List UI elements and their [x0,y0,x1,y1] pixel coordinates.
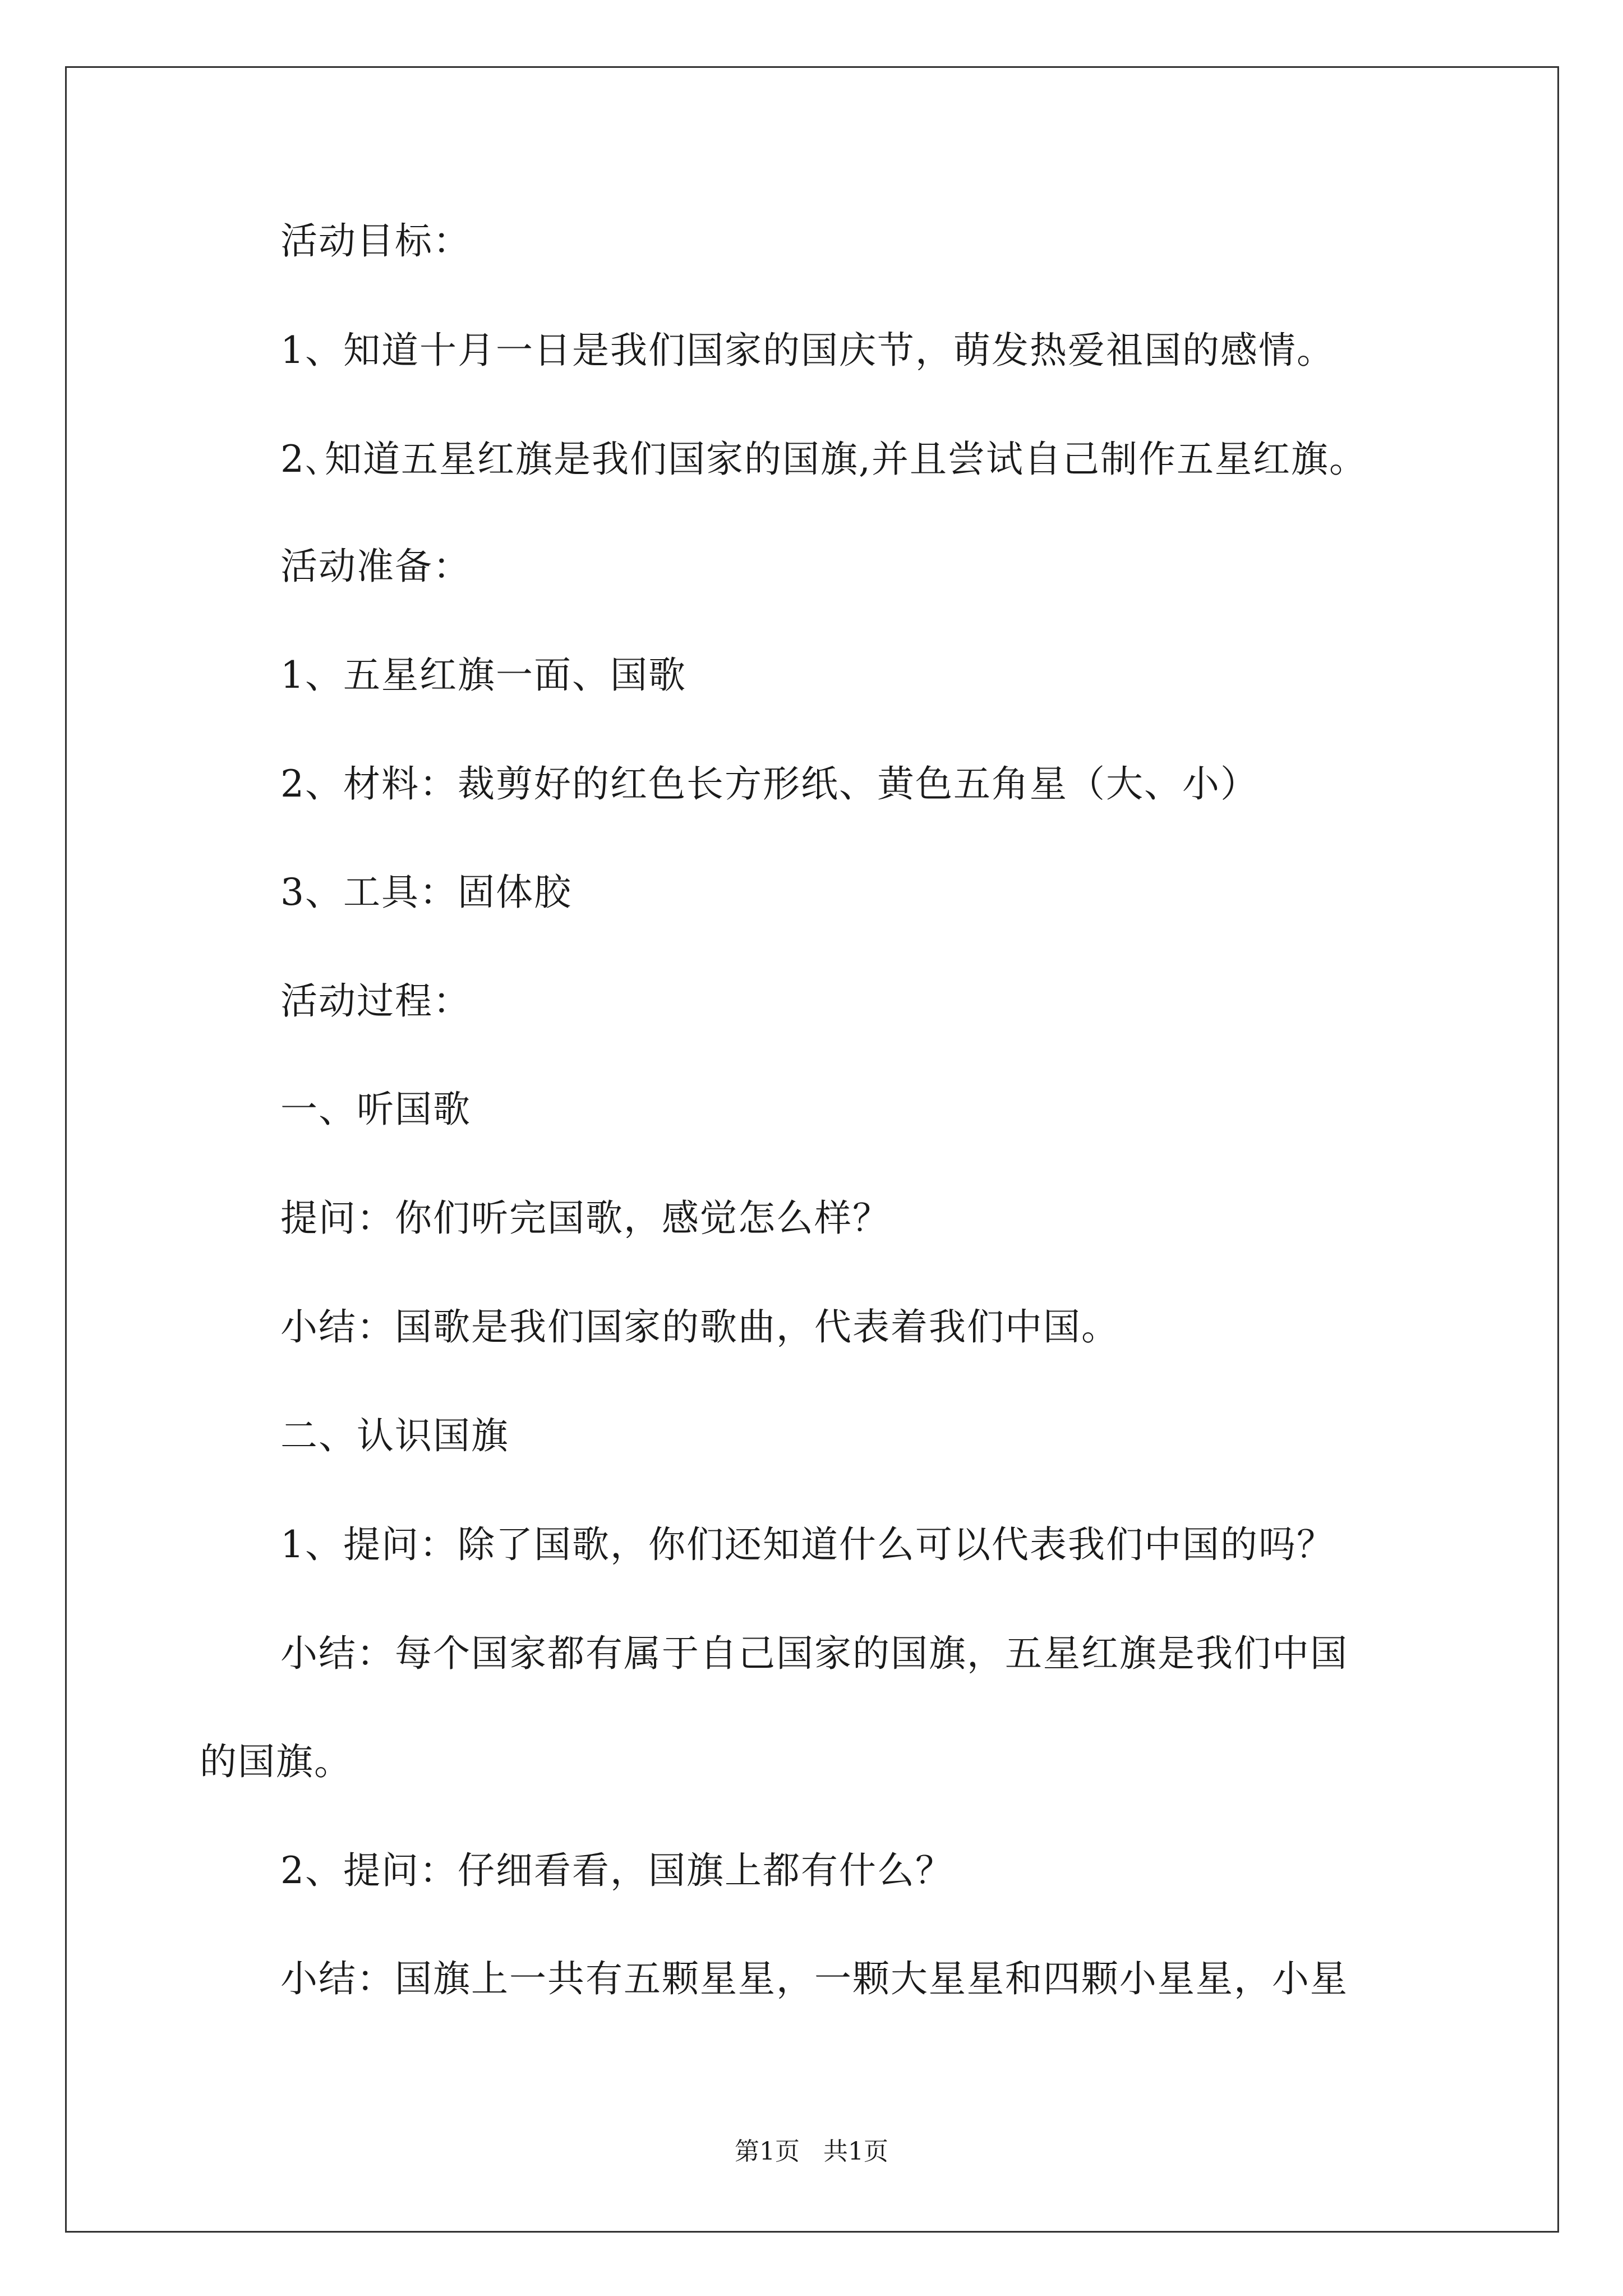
heading-activity-goals: 活动目标： [280,219,471,263]
goal-item-1: 1、知道十月一日是我们国家的国庆节，萌发热爱祖国的感情。 [280,329,1335,372]
process-question-1: 提问：你们听完国歌，感觉怎么样？ [280,1197,891,1240]
preparation-item-2: 2、材料：裁剪好的红色长方形纸、黄色五角星（大、小） [280,762,1258,806]
process-question-2: 1、提问：除了国歌，你们还知道什么可以代表我们中国的吗？ [280,1523,1335,1566]
page-border [65,66,1559,2233]
preparation-item-1: 1、五星红旗一面、国歌 [280,654,686,697]
process-summary-3: 小结：国旗上一共有五颗星星，一颗大星星和四颗小星星，小星 [280,1957,1348,2000]
page-footer: 第1页 共1页 [735,2137,888,2166]
process-summary-2-continued: 的国旗。 [200,1740,352,1783]
process-summary-2: 小结：每个国家都有属于自己国家的国旗，五星红旗是我们中国 [280,1632,1348,1675]
preparation-item-3: 3、工具：固体胶 [280,871,572,914]
process-step-2-heading: 二、认识国旗 [280,1414,509,1457]
process-step-1-heading: 一、听国歌 [280,1088,471,1131]
process-question-3: 2、提问：仔细看看，国旗上都有什么？ [280,1849,953,1892]
goal-item-2: 2､知道五星红旗是我们国家的国旗,并且尝试自己制作五星红旗。 [280,438,1367,481]
heading-activity-process: 活动过程： [280,979,471,1023]
heading-activity-preparation: 活动准备： [280,545,471,588]
process-summary-1: 小结：国歌是我们国家的歌曲，代表着我们中国。 [280,1305,1119,1349]
